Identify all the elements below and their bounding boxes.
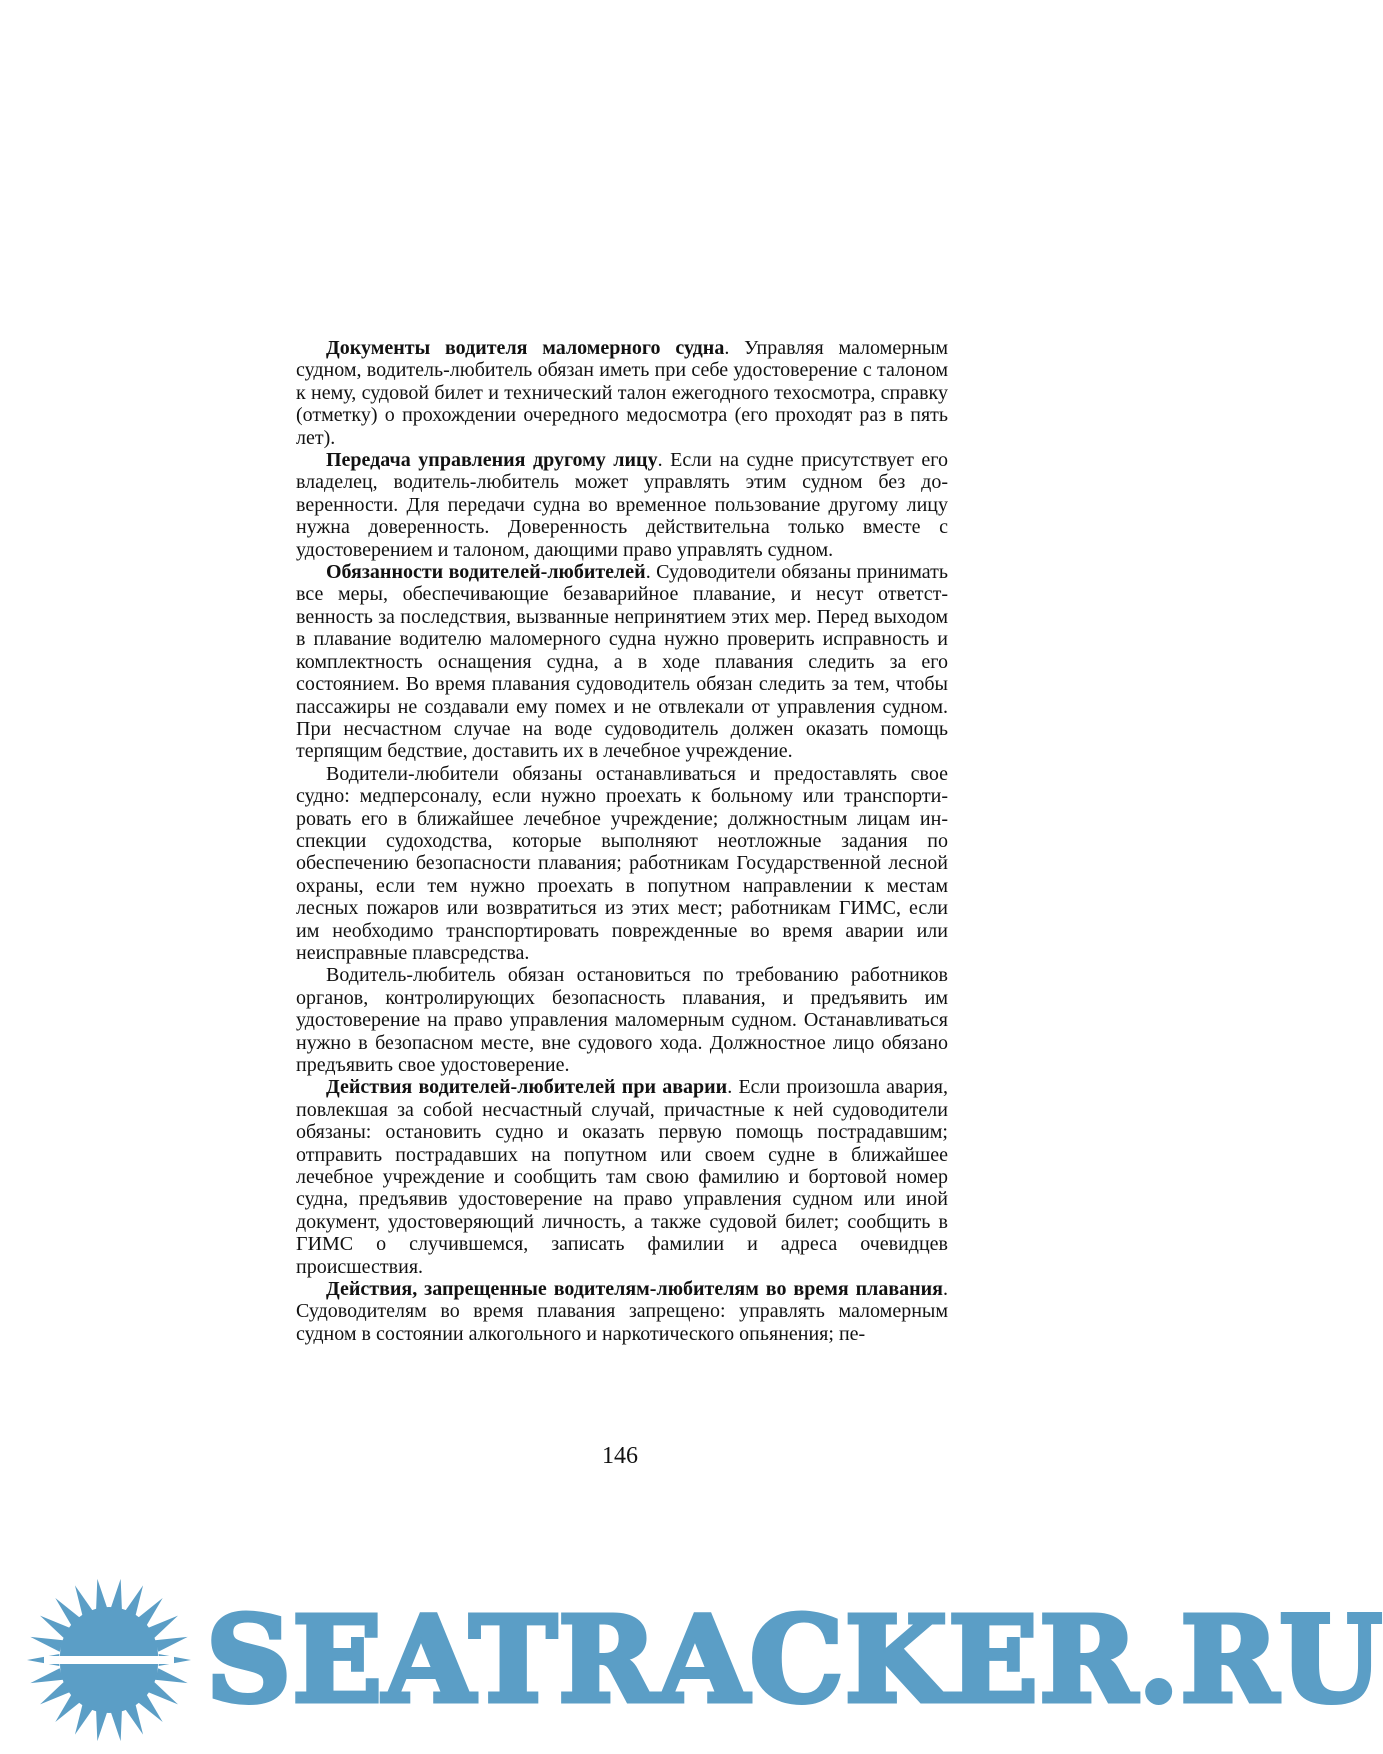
sun-ray: [30, 1668, 63, 1683]
sun-ray: [110, 1579, 122, 1612]
paragraph-documents: [296, 337, 948, 449]
paragraph-stop-on-demand: [296, 964, 948, 1076]
paragraph-prohibited-actions: [296, 1278, 948, 1345]
heading-transfer-control: Передача управления другому лицу: [326, 449, 658, 472]
text-documents: . Управляя маломерным судном, водитель-любитель обязан иметь при себе удостоверение с талоном к нему, судовой билет и технический талон ежегодного техосмотра, справку (отметку) о прохождении очередного медосмотра (его проходят раз в пять лет).: [296, 337, 948, 449]
page-body: [296, 337, 948, 1345]
page-number: 146: [602, 1443, 638, 1469]
sun-ray: [96, 1708, 108, 1741]
text-stop-on-demand: Водитель-любитель обязан остановиться по требованию работников органов, контролирующих безопасность плавания, и предъявить им удостоверение на право управления маломерным судном. Останавливаться нужно в безопасном месте, вне судового хода. Должностное лицо обязано предъявить свое удостоверение.: [296, 964, 948, 1076]
heading-accident-actions: Действия водителей-любителей при аварии: [326, 1076, 728, 1099]
sun-icon: [24, 1566, 194, 1736]
heading-documents: Документы водителя маломерного судна: [326, 337, 725, 359]
watermark: [24, 1566, 1383, 1736]
sun-ray: [155, 1637, 188, 1652]
sun-ray: [155, 1668, 188, 1683]
paragraph-accident-actions: [296, 1076, 948, 1278]
text-provide-vessel: Водители-любители обязаны останавливаться и предоставлять свое судно: медперсоналу, если нужно проехать к больному или транспортировать его в ближайшее лечебное учреждение; должностным лицам инспекции судоходства, которые выполняют неотложные задания по обеспечению безопасности плавания; работникам Государственной лесной охраны, если тем нужно проехать в попутном направлении к местам лесных пожаров или возвратиться из этих мест; работникам ГИМС, если им необходимо транспортировать поврежденные во время аварии или неисправные плавсредства.: [296, 762, 948, 964]
heading-duties: Обязанности водителей-любителей: [326, 561, 646, 584]
heading-prohibited-actions: Действия, запрещенные водителям-любителям во время плавания: [326, 1278, 943, 1301]
sun-ray: [30, 1637, 63, 1652]
paragraph-provide-vessel: [296, 763, 948, 965]
paragraph-transfer-control: [296, 449, 948, 561]
text-prohibited-actions: . Судоводителям во время плавания запрещено: управлять маломерным судном в состоянии алкогольного и наркотического опьянения; пе-: [296, 1278, 948, 1345]
sun-ray: [110, 1708, 122, 1741]
paragraph-duties: [296, 561, 948, 763]
watermark-text: SEATRACKER.RU: [206, 1590, 1383, 1729]
text-duties: . Судоводители обязаны принимать все меры, обеспечивающие безаварийное плавание, и несут ответственность за последствия, вызванные непринятием этих мер. Перед выходом в плавание водителю маломерного судна нужно проверить исправность и комплектность оснащения судна, а в ходе плавания следить за его состоянием. Во время плавания судоводитель обязан следить за тем, чтобы пассажиры не создавали ему помех и не отвлекали от управления судном. При несчастном случае на воде судоводитель должен оказать помощь терпящим бедствие, доставить их в лечебное учреждение.: [296, 561, 949, 763]
text-transfer-control: . Если на судне присутствует его владелец, водитель-любитель может управлять этим судном без доверенности. Для передачи судна во временное пользование другому лицу нужна доверенность. Доверенность действительна только вместе с удостоверением и талоном, дающими право управлять судном.: [296, 449, 948, 561]
text-accident-actions: . Если произошла авария, повлекшая за собой несчастный случай, причастные к ней судоводители обязаны: остановить судно и оказать первую помощь пострадавшим; отправить пострадавших на попутном или своем судне в ближайшее лечебное учреждение и сообщить там свою фамилию и бортовой номер судна, предъявив удостоверение на право управления судном или иной документ, удостоверяющий личность, а также судовой билет; сообщить в ГИМС о случившемся, записать фамилии и адреса очевидцев происшествия.: [296, 1076, 949, 1278]
sun-ray: [96, 1579, 108, 1612]
